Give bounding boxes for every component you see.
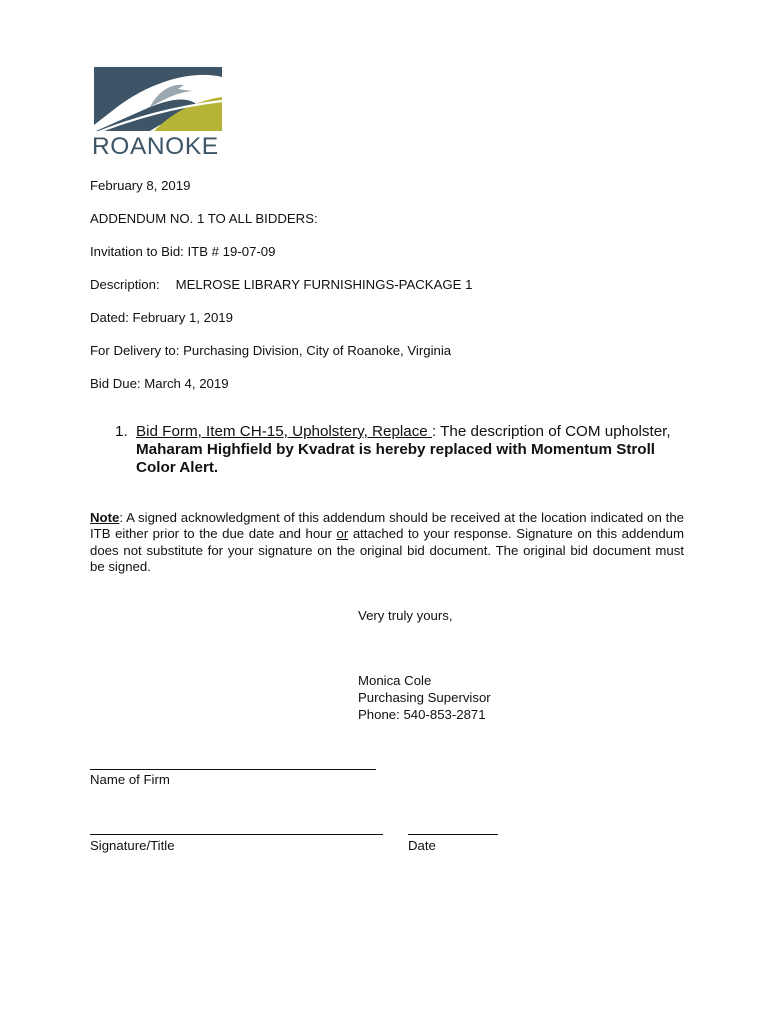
note-paragraph: [90, 510, 684, 575]
delivery-line: For Delivery to: Purchasing Division, City of Roanoke, Virginia: [90, 343, 452, 358]
signer-title: Purchasing Supervisor: [358, 690, 491, 705]
closing-salutation: Very truly yours,: [358, 608, 453, 623]
item-body: [136, 423, 685, 477]
signature-label: Signature/Title: [90, 838, 175, 853]
note-text-2: attached to your response. Signature on this addendum does not substitute for your signature on the original bid document. The original bid document must be signed.: [90, 526, 684, 574]
mountain-emblem-icon: [92, 67, 224, 133]
addendum-heading: ADDENDUM NO. 1 TO ALL BIDDERS:: [90, 211, 318, 226]
note-text-1: : A signed acknowledgment of this addendum should be received at the location indicated on the ITB either prior to the due date and hour: [90, 510, 684, 542]
description-label: Description:: [90, 277, 160, 292]
item-bold-text: Maharam Highfield by Kvadrat is hereby replaced with Momentum Stroll Color Alert.: [136, 441, 656, 476]
date-line[interactable]: [408, 834, 498, 835]
item-number: 1.: [115, 423, 128, 440]
item-text: : The description of COM upholster,: [431, 423, 671, 440]
note-label: Note: [90, 510, 120, 525]
note-or: or: [336, 526, 349, 542]
logo-wordmark: ROANOKE: [92, 133, 219, 160]
invitation-to-bid: Invitation to Bid: ITB # 19-07-09: [90, 244, 276, 259]
description-value: MELROSE LIBRARY FURNISHINGS-PACKAGE 1: [175, 277, 473, 292]
dated-line: Dated: February 1, 2019: [90, 310, 233, 325]
roanoke-logo: [92, 67, 224, 161]
letter-date: February 8, 2019: [90, 178, 191, 193]
item-title: Bid Form, Item CH-15, Upholstery, Replace: [136, 423, 432, 440]
signature-line[interactable]: [90, 834, 383, 835]
signer-name: Monica Cole: [358, 673, 432, 688]
firm-name-label: Name of Firm: [90, 772, 170, 787]
description-row: [90, 277, 472, 293]
firm-name-line[interactable]: [90, 769, 376, 770]
date-label: Date: [408, 838, 436, 853]
bid-due-line: Bid Due: March 4, 2019: [90, 376, 229, 391]
addendum-item-1: [115, 423, 685, 477]
signer-phone: Phone: 540-853-2871: [358, 707, 486, 722]
